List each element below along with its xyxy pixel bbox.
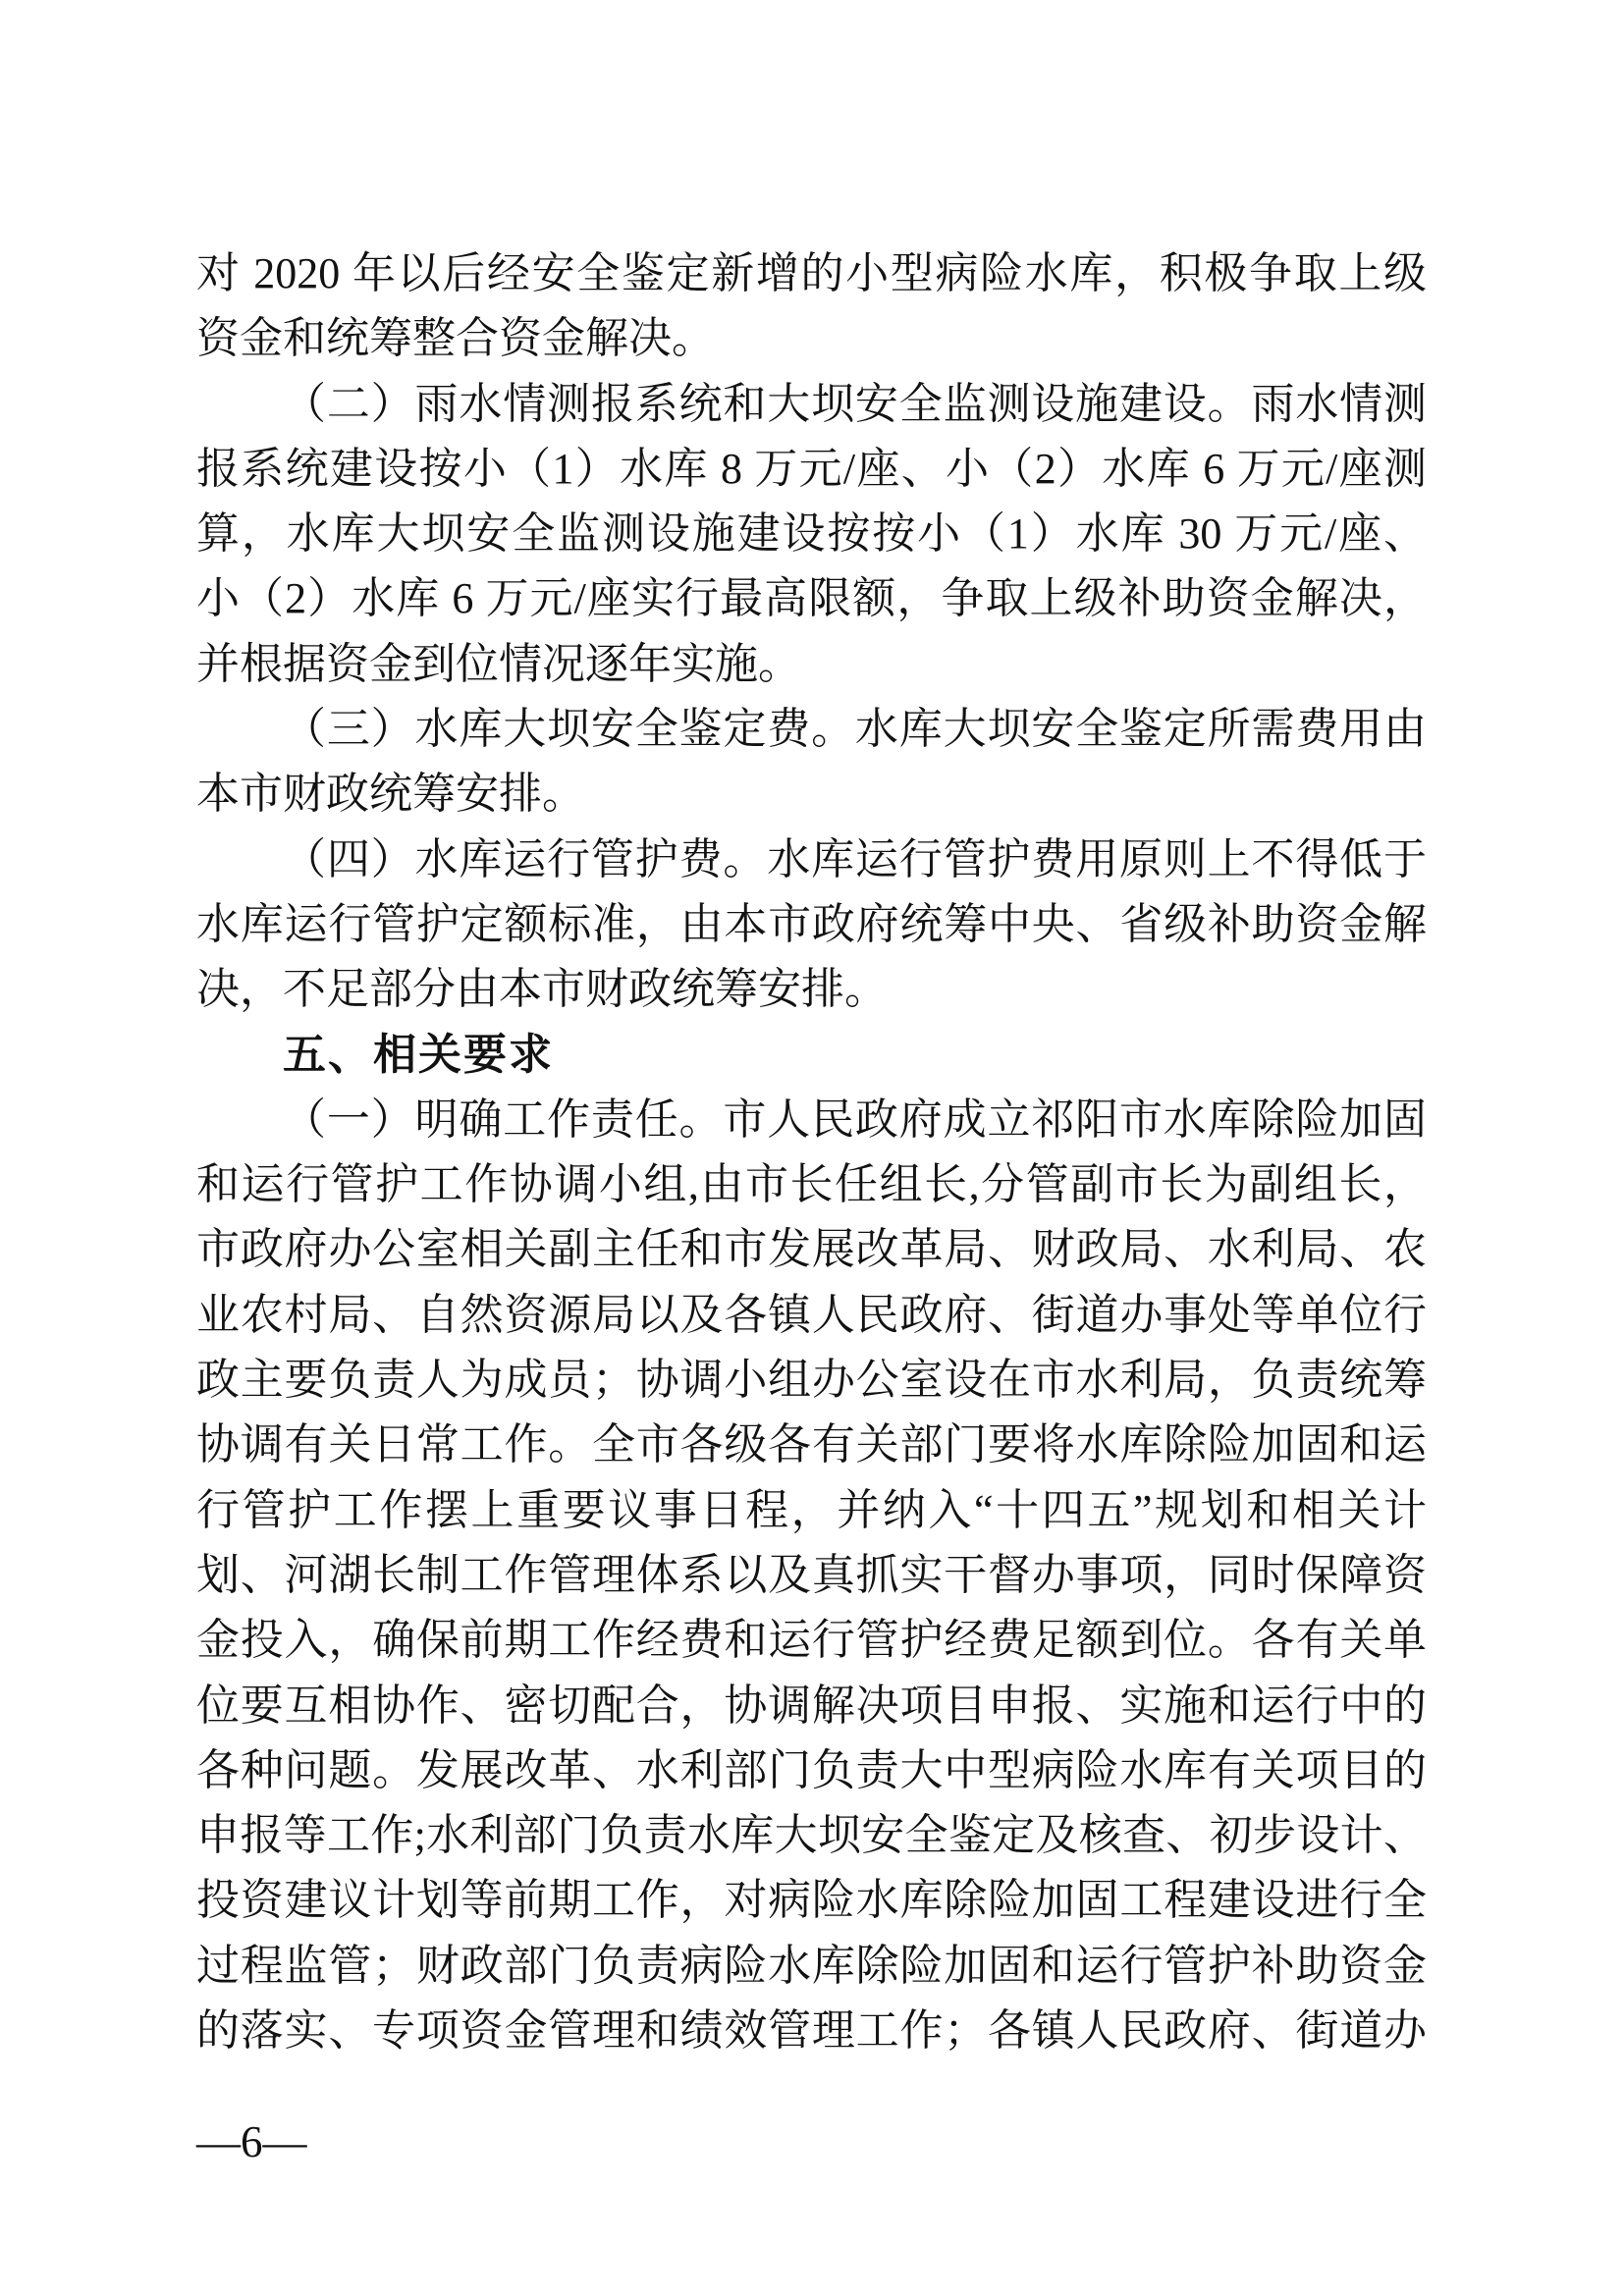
text-line: 市政府办公室相关副主任和市发展改革局、财政局、水利局、农 bbox=[196, 1225, 1427, 1274]
text-line: 划、河湖长制工作管理体系以及真抓实干督办事项，同时保障资 bbox=[196, 1550, 1427, 1599]
text-line: 资金和统筹整合资金解决。 bbox=[196, 314, 715, 363]
text-line: 的落实、专项资金管理和绩效管理工作；各镇人民政府、街道办 bbox=[196, 2006, 1427, 2056]
text-line: （二）雨水情测报系统和大坝安全监测设施建设。雨水情测 bbox=[283, 379, 1427, 428]
text-line: 各种问题。发展改革、水利部门负责大中型病险水库有关项目的 bbox=[196, 1745, 1427, 1794]
text-line: 过程监管；财政部门负责病险水库除险加固和运行管护补助资金 bbox=[196, 1941, 1427, 1990]
text-line: 并根据资金到位情况逐年实施。 bbox=[196, 639, 801, 688]
text-line: 对 2020 年以后经安全鉴定新增的小型病险水库，积极争取上级 bbox=[196, 249, 1427, 297]
text-line: 业农村局、自然资源局以及各镇人民政府、街道办事处等单位行 bbox=[196, 1290, 1427, 1339]
document-body bbox=[196, 241, 1427, 2063]
text-line: 决，不足部分由本市财政统筹安排。 bbox=[196, 965, 888, 1014]
text-line: （四）水库运行管护费。水库运行管护费用原则上不得低于 bbox=[283, 834, 1427, 883]
page-number: —6— bbox=[196, 2117, 307, 2166]
text-line: 和运行管护工作协调小组,由市长任组长,分管副市长为副组长， bbox=[196, 1160, 1427, 1209]
text-line: 投资建议计划等前期工作，对病险水库除险加固工程建设进行全 bbox=[196, 1876, 1427, 1925]
text-line: 小（2）水库 6 万元/座实行最高限额，争取上级补助资金解决， bbox=[196, 574, 1427, 623]
section-heading: 五、相关要求 bbox=[283, 1030, 554, 1079]
text-line: 金投入，确保前期工作经费和运行管护经费足额到位。各有关单 bbox=[196, 1616, 1427, 1665]
text-line: 申报等工作;水利部门负责水库大坝安全鉴定及核查、初步设计、 bbox=[196, 1811, 1427, 1860]
text-line: 算，水库大坝安全监测设施建设按按小（1）水库 30 万元/座、 bbox=[196, 509, 1427, 559]
text-line: 协调有关日常工作。全市各级各有关部门要将水库除险加固和运 bbox=[196, 1420, 1427, 1469]
text-line: （一）明确工作责任。市人民政府成立祁阳市水库除险加固 bbox=[283, 1095, 1427, 1144]
text-line: 行管护工作摆上重要议事日程，并纳入“十四五”规划和相关计 bbox=[196, 1485, 1427, 1534]
text-line: 水库运行管护定额标准，由本市政府统筹中央、省级补助资金解 bbox=[196, 899, 1427, 948]
text-line: 本市财政统筹安排。 bbox=[196, 770, 585, 819]
text-line: 政主要负责人为成员；协调小组办公室设在市水利局，负责统筹 bbox=[196, 1356, 1427, 1405]
text-line: 报系统建设按小（1）水库 8 万元/座、小（2）水库 6 万元/座测 bbox=[196, 444, 1427, 493]
text-line: （三）水库大坝安全鉴定费。水库大坝安全鉴定所需费用由 bbox=[283, 705, 1427, 754]
text-line: 位要互相协作、密切配合，协调解决项目申报、实施和运行中的 bbox=[196, 1681, 1427, 1730]
